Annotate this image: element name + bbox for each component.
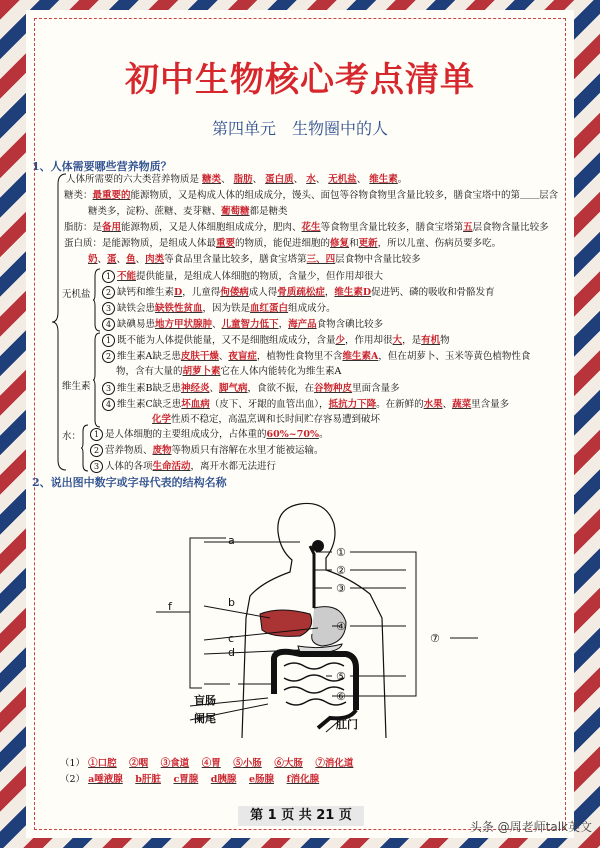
label-anus: 肛门: [336, 718, 358, 731]
label-b: b: [228, 596, 235, 609]
mineral-line-1: 1 不能提供能量，是组成人体细胞的物质，含量少，但作用却很大: [102, 270, 383, 283]
label-2: ②: [336, 564, 346, 577]
digestive-diagram: [150, 498, 480, 748]
section-1-heading: 1、人体需要哪些营养物质？: [32, 160, 172, 173]
label-c: c: [228, 632, 235, 645]
answers-row-2: （2） a唾液腺 b肝脏 c胃腺 d胰腺 e肠腺 f消化腺: [60, 774, 320, 785]
water-label: 水：: [62, 431, 82, 442]
label-f: f: [168, 600, 172, 613]
liver: [260, 610, 312, 636]
nutrient-brace: [50, 172, 70, 472]
bracket-7: [406, 552, 416, 696]
vitamin-line-3: 物，含有大量的胡萝卜素它在人体内能转化为维生素A: [116, 366, 342, 377]
label-a: a: [228, 534, 235, 547]
vitamin-label: 维生素: [62, 381, 91, 392]
vitamin-line-5: 4 维生素C缺乏患坏血病（皮下、牙龈的血管出血），抵抗力下降。在新鲜的水果、蔬菜里含量多: [102, 398, 509, 411]
vitamin-line-1: 1 既不能为人体提供能量，又不是细胞组成成分，含量少，作用却很大，是有机物: [102, 334, 450, 347]
mineral-line-3: 3 缺铁会患缺铁性贫血，因为铁是血红蛋白组成成分。: [102, 302, 336, 315]
vitamin-line-4: 3 维生素B缺乏患神经炎、脚气病，食欲不振，在谷物种皮里面含量多: [102, 382, 400, 395]
label-7: ⑦: [430, 632, 440, 645]
protein-line-2: 奶、蛋、鱼、肉类等食品里含量比较多，膳食宝塔第三、四层食物中含量比较多: [88, 254, 421, 265]
vitamin-line-6: 化学性质不稳定，高温烹调和长时间贮存容易遭到破坏: [152, 414, 381, 425]
water-line-1: 1 是人体细胞的主要组成成分，占体重的60%~70%。: [90, 428, 329, 441]
label-line-b: [204, 606, 270, 618]
sugar-line-2: 糖类多，淀粉、蔗糖、麦芽糖、葡萄糖都是糖类: [88, 206, 288, 217]
water-line-3: 3 人体的各项生命活动，离开水都无法进行: [90, 460, 276, 473]
protein-line-1: 蛋白质：是能源物质，是组成人体最重要的物质，能促进细胞的修复和更新，所以儿童、伤病员要多吃。: [64, 238, 502, 249]
water-line-2: 2 营养物质、废物等物质只有溶解在水里才能被运输。: [90, 444, 324, 457]
mineral-line-4: 4 缺碘易患地方甲状腺肿、儿童智力低下，海产品食物含碘比较多: [102, 318, 383, 331]
section-2-heading: 2、说出图中数字或字母代表的结构名称: [32, 476, 227, 489]
water-brace: [80, 424, 90, 472]
label-5: ⑤: [336, 670, 346, 683]
intro-line: 人体所需要的六大类营养物质是 糖类、 脂肪、 蛋白质、 水、 无机盐、 维生素。: [66, 174, 408, 185]
label-d: d: [228, 646, 235, 659]
label-6: ⑥: [336, 690, 346, 703]
answers-row-1: （1） ①口腔 ②咽 ③食道 ④胃 ⑤小肠 ⑥大肠 ⑦消化道: [60, 758, 354, 769]
label-appendix: 阑尾: [194, 712, 216, 725]
bracket-f: [190, 538, 202, 688]
label-3: ③: [336, 582, 346, 595]
label-4: ④: [336, 620, 346, 633]
vitamin-brace: [92, 332, 102, 428]
label-cecum: 盲肠: [194, 694, 216, 707]
page-title: 初中生物核心考点清单: [125, 60, 475, 100]
vitamin-line-2: 2 维生素A缺乏患皮肤干燥、夜盲症，植物性食物里不含维生素A，但在胡萝卜、玉米等黄色植物性食: [102, 350, 530, 363]
label-1: ①: [336, 546, 346, 559]
esophagus: [310, 546, 314, 608]
salivary-gland: [312, 540, 324, 552]
page-number: 第 1 页 共 21 页: [238, 806, 364, 826]
unit-subtitle: 第四单元 生物圈中的人: [211, 119, 388, 138]
fat-line: 脂肪：是备用能源物质，又是人体细胞组成成分，肥肉、花生等食物里含量比较多，膳食宝塔第五层食物含量比较多: [64, 222, 549, 233]
mineral-line-2: 2 缺钙和维生素D，儿童得佝偻病成人得骨质疏松症，维生素D促进钙、磷的吸收和骨骼发育: [102, 286, 495, 299]
mineral-brace: [92, 268, 102, 332]
mineral-label: 无机盐: [62, 289, 91, 300]
watermark: 头条 @周老师talk英文: [469, 820, 592, 834]
sugar-line-1: 糖类：最重要的能源物质，又是构成人体的组成成分，馒头、面包等谷物食物里含量比较多，膳食宝塔中的第＿＿层含: [64, 190, 559, 201]
